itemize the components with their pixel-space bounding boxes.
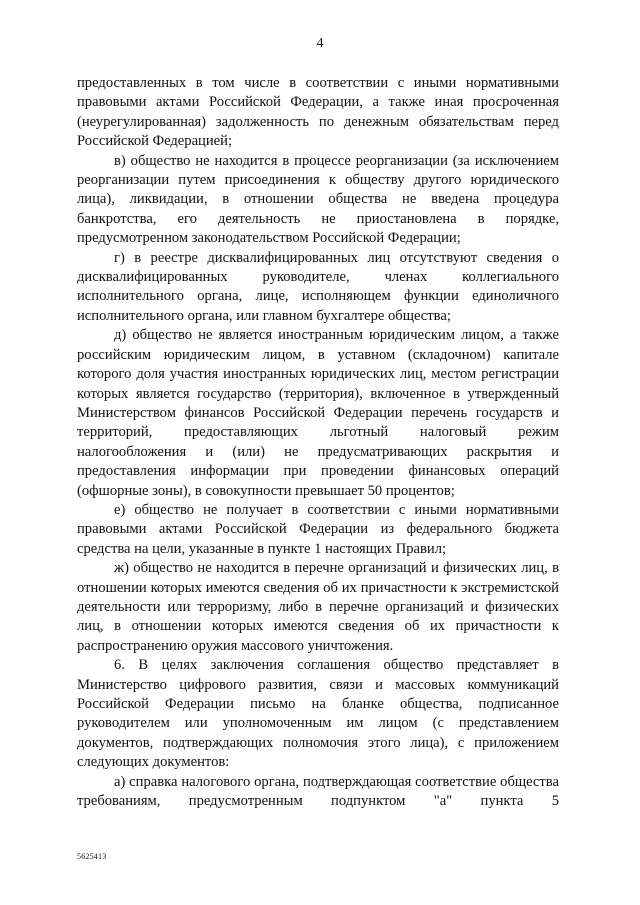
page-number: 4	[316, 36, 324, 51]
paragraph-item-g: г) в реестре дисквалифицированных лиц отсутствуют сведения о дисквалифицированных руководителе, членах коллегиального исполнительного органа, лице, исполняющем функции единоличного исполнительного органа, или главном бухгалтере общества;	[77, 249, 559, 324]
document-body	[77, 74, 559, 811]
paragraph-clause-6-item-a: а) справка налогового органа, подтверждающая соответствие общества требованиям, предусмотренным подпунктом "а" пункта 5	[77, 773, 559, 810]
paragraph-clause-6: 6. В целях заключения соглашения общество представляет в Министерство цифрового развития, связи и массовых коммуникаций Российской Федерации письмо на бланке общества, подписанное руководителем или уполномоченным им лицом (с представлением документов, подтверждающих полномочия этого лица), с приложением следующих документов:	[77, 657, 559, 771]
paragraph-item-v: в) общество не находится в процессе реорганизации (за исключением реорганизации путем присоединения к обществу другого юридического лица), ликвидации, в отношении общества не введена процедура банкротства, его деятельность не приостановлена в порядке, предусмотренном законодательством Российской Федерации;	[77, 152, 559, 247]
paragraph-item-e: е) общество не получает в соответствии с иными нормативными правовыми актами Российской Федерации из федерального бюджета средства на цели, указанные в пункте 1 настоящих Правил;	[77, 501, 559, 557]
paragraph-item-zh: ж) общество не находится в перечне организаций и физических лиц, в отношении которых имеются сведения об их причастности к экстремистской деятельности или терроризму, либо в перечне организаций и физических лиц, в отношении которых имеются сведения об их причастности к распространению оружия массового уничтожения.	[77, 560, 559, 654]
paragraph-item-d: д) общество не является иностранным юридическим лицом, а также российским юридическим лицом, в уставном (складочном) капитале которого доля участия иностранных юридических лиц, местом регистрации которых является государство (территория), включенное в утвержденный Министерством финансов Российской Федерации перечень государств и территорий, предоставляющих льготный налоговый режим налогообложения и (или) не предусматривающих раскрытия и предоставления информации при проведении финансовых операций (офшорные зоны), в совокупности превышает 50 процентов;	[77, 327, 559, 499]
document-code: 5625413	[77, 852, 107, 861]
paragraph-continuation: предоставленных в том числе в соответствии с иными нормативными правовыми актами Российской Федерации, а также иная просроченная (неурегулированная) задолженность по денежным обязательствам перед Российской Федерацией;	[77, 75, 559, 150]
